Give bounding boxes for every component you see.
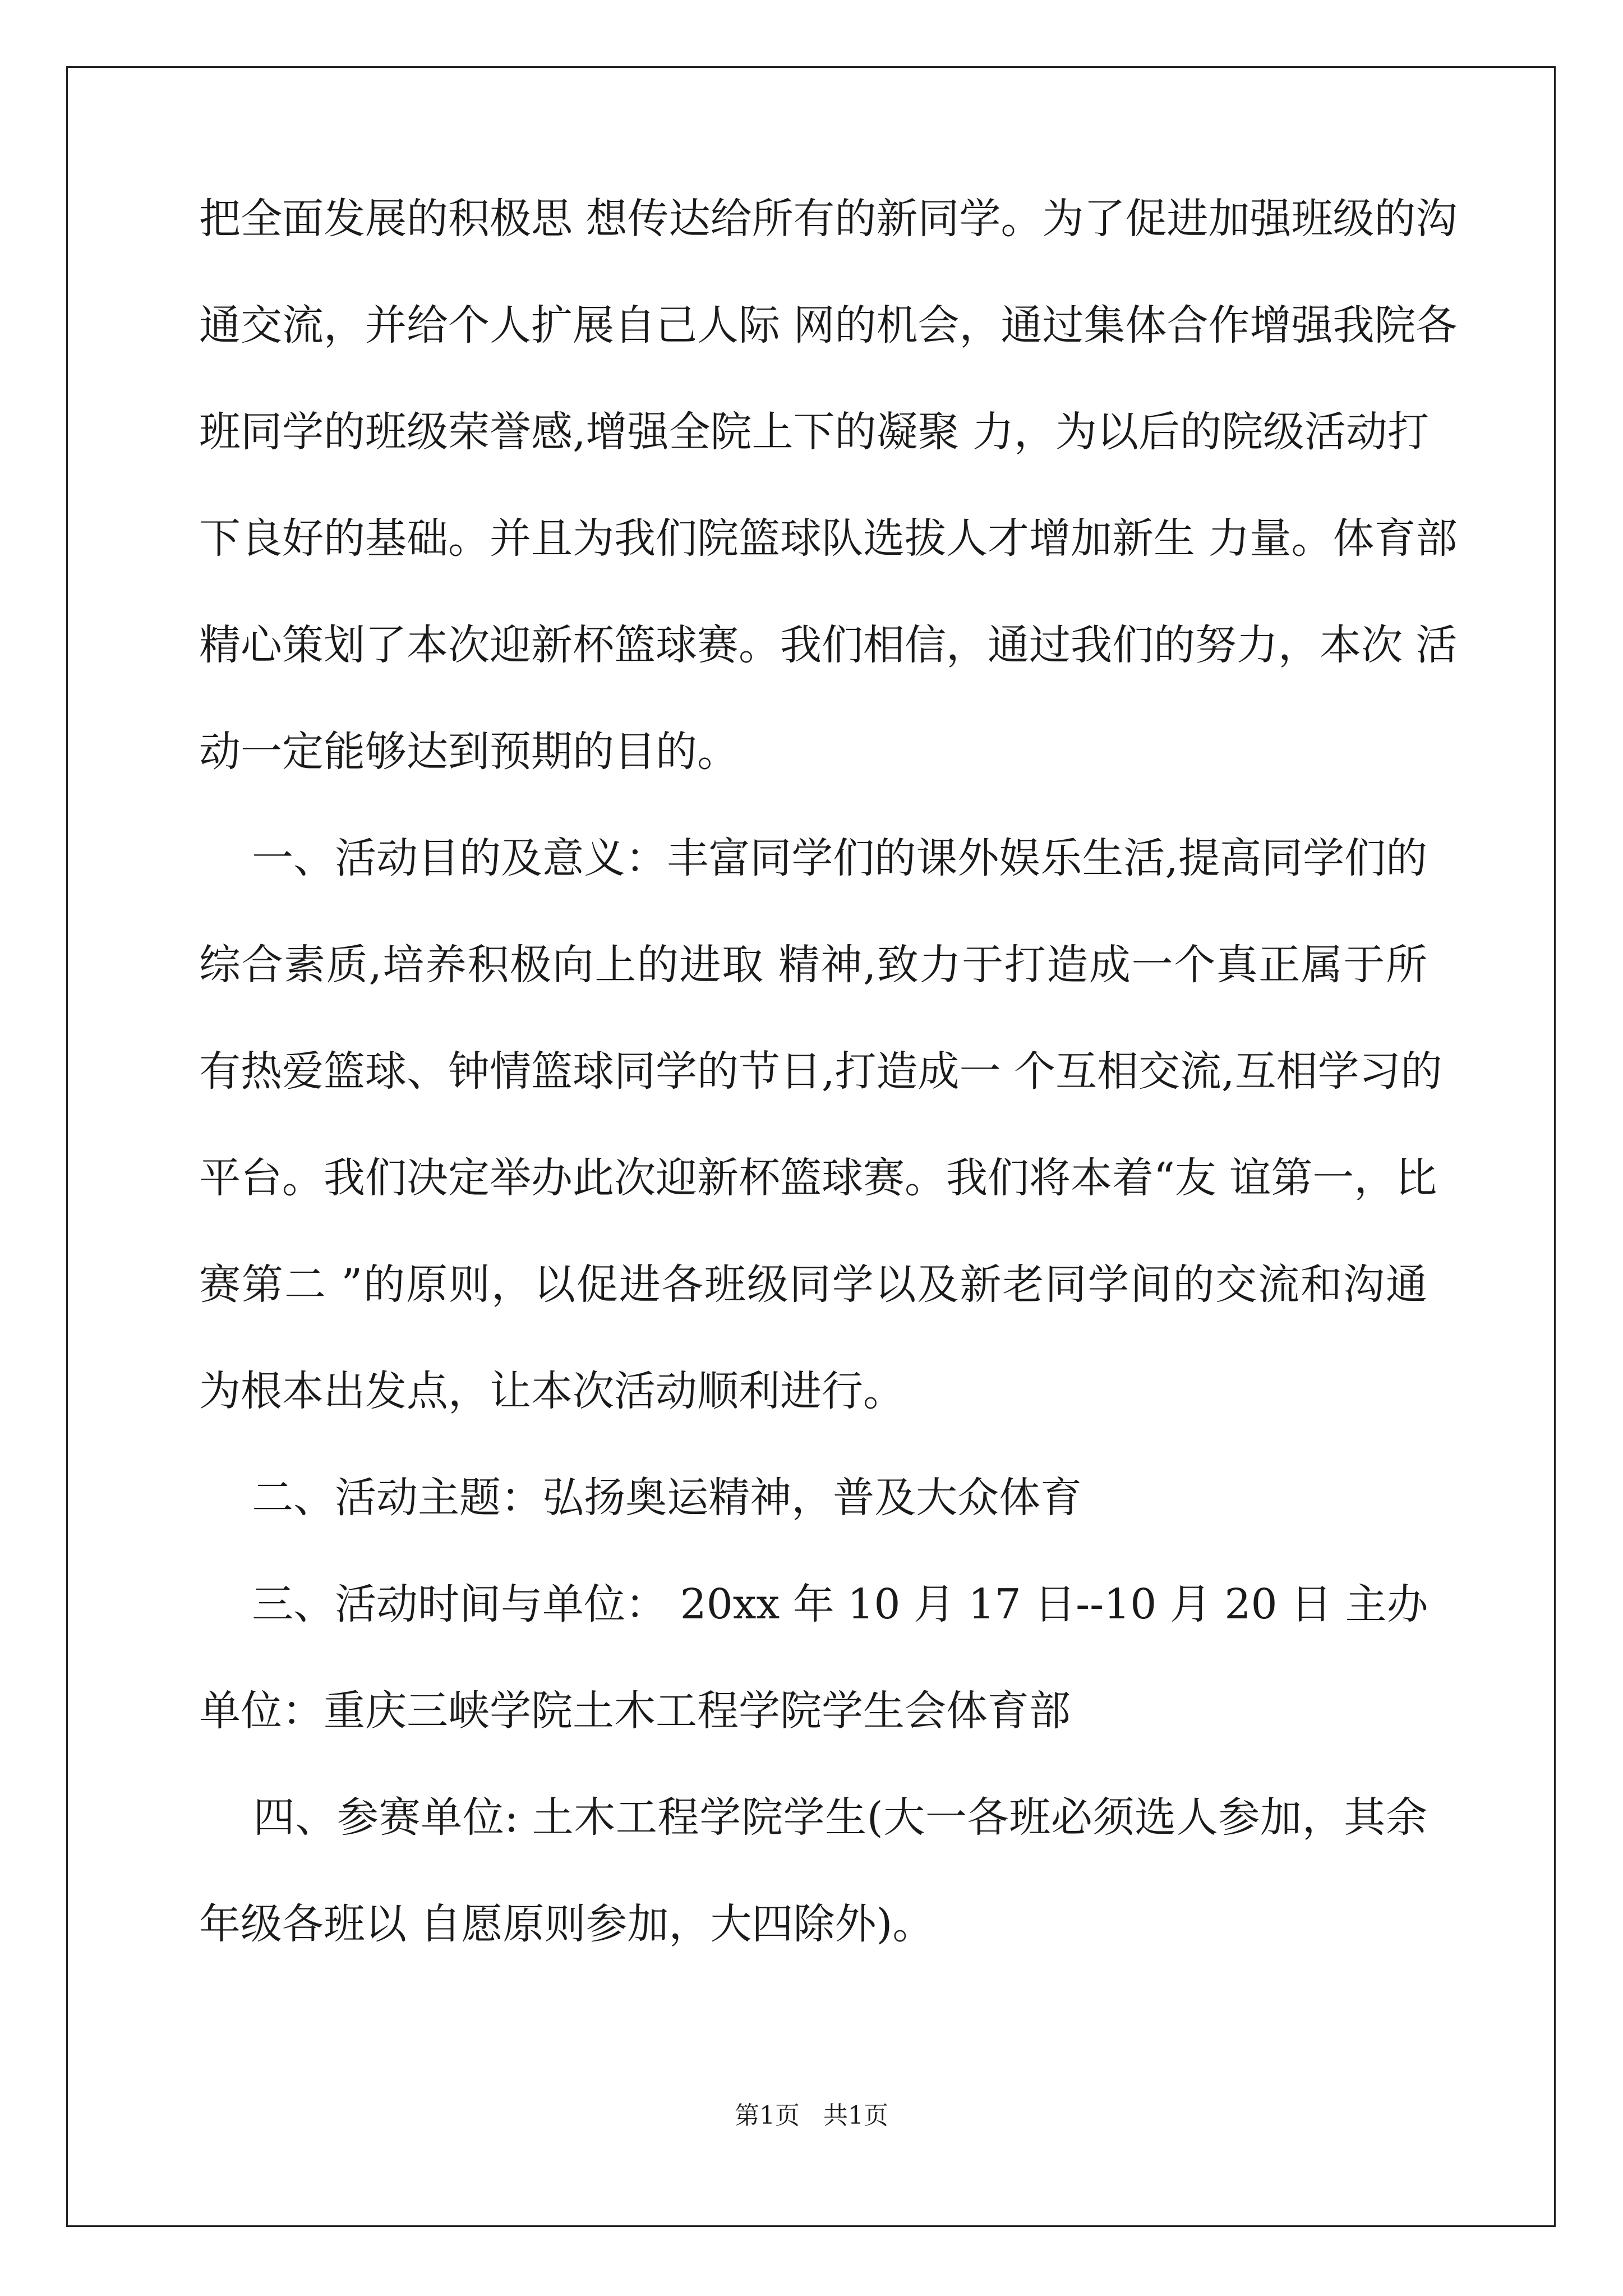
- document-body: [199, 191, 1458, 2003]
- text-line: 精心策划了本次迎新杯篮球赛。我们相信，通过我们的努力，本次 活: [199, 621, 1458, 669]
- text-line: 把全面发展的积极思 想传达给所有的新同学。为了促进加强班级的沟: [199, 195, 1458, 243]
- text-line: 动一定能够达到预期的目的。: [199, 728, 739, 776]
- section-heading-3: 三、活动时间与单位： 20xx 年 10 月 17 日--10 月 20 日 主办: [199, 1580, 1428, 1628]
- text-line: 通交流，并给个人扩展自己人际 网的机会，通过集体合作增强我院各: [199, 301, 1458, 349]
- text-line: 有热爱篮球、钟情篮球同学的节日,打造成一 个互相交流,互相学习的: [199, 1047, 1442, 1096]
- section-heading-4: 四、参赛单位: 土木工程学院学生(大一各班必须选人参加，其余: [199, 1793, 1427, 1842]
- text-line: 赛第二 ”的原则，以促进各班级同学以及新老同学间的交流和沟通: [199, 1260, 1427, 1309]
- text-line: 年级各班以 自愿原则参加，大四除外)。: [199, 1900, 934, 1948]
- text-line: 平台。我们决定举办此次迎新杯篮球赛。我们将本着“友 谊第一，比: [199, 1154, 1437, 1202]
- text-line: 班同学的班级荣誉感,增强全院上下的凝聚 力，为以后的院级活动打: [199, 408, 1430, 456]
- section-heading-2: 二、活动主题：弘扬奥运精神，普及大众体育: [199, 1474, 1082, 1522]
- text-line: 为根本出发点，让本次活动顺利进行。: [199, 1367, 905, 1415]
- text-line: 综合素质,培养积极向上的进取 精神,致力于打造成一个真正属于所: [199, 941, 1427, 989]
- text-line: 下良好的基础。并且为我们院篮球队选拔人才增加新生 力量。体育部: [199, 514, 1458, 563]
- section-heading-1: 一、活动目的及意义：丰富同学们的课外娱乐生活,提高同学们的: [199, 834, 1427, 882]
- text-line: 单位：重庆三峡学院土木工程学院学生会体育部: [199, 1687, 1071, 1735]
- page-footer: 第1页 共1页: [735, 2101, 888, 2130]
